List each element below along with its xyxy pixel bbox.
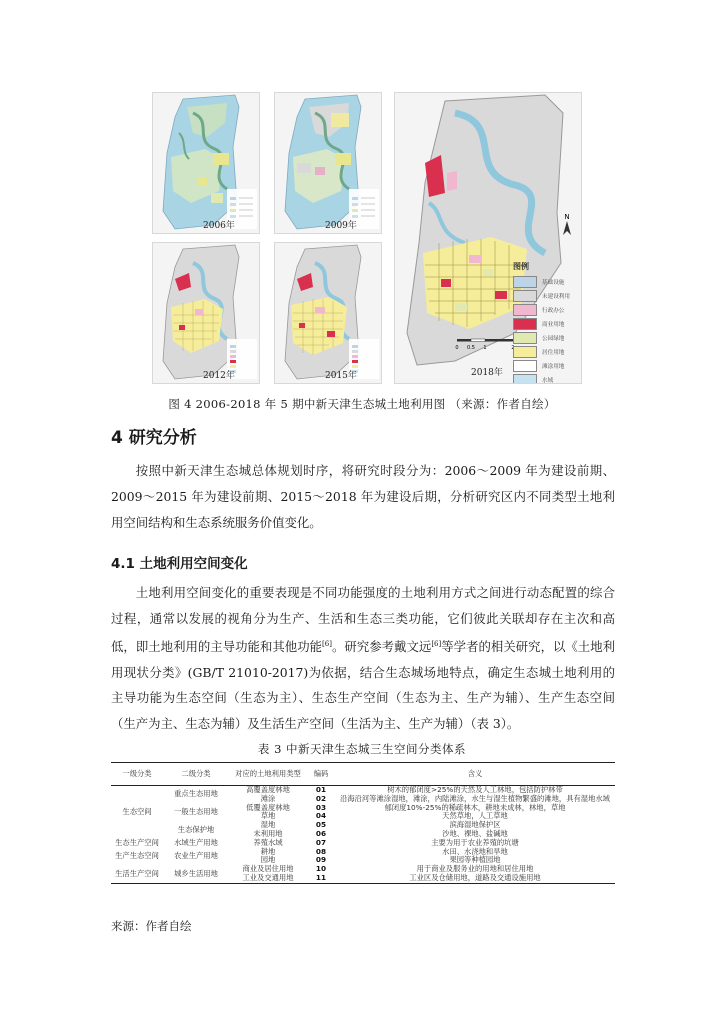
cell-meaning: 郁闭度10%-25%的稀疏林木，耕地未成林，林地，草地 <box>384 802 566 812</box>
cell-meaning: 工业区及仓储用地，道路及交通设施用地 <box>409 872 541 882</box>
cell-code: 02 <box>315 793 327 803</box>
cell-level1: 生态空间 <box>122 806 152 816</box>
map-2015-year-label: 2015年 <box>325 371 357 381</box>
table-body <box>111 786 615 884</box>
map-2015 <box>274 242 382 384</box>
cell-code: 05 <box>315 820 327 830</box>
cell-meaning: 滨海湿地保护区 <box>449 820 501 830</box>
cell-meaning: 沿海沿河等滩涂湿地，滩涂，内陆滩涂，水生与湿生植物繁盛的滩地，具有湿地水域 <box>340 793 610 803</box>
map-2015-graphic <box>275 243 381 383</box>
legend-list <box>513 276 579 384</box>
legend-swatch <box>513 374 537 384</box>
cell-meaning: 果园等种植园地 <box>449 855 501 865</box>
north-label: N <box>564 213 570 221</box>
table-header-row <box>111 763 615 786</box>
cell-level2: 农业生产用地 <box>174 850 218 860</box>
legend-item <box>513 374 579 384</box>
legend-swatch <box>513 318 537 330</box>
cell-landuse-type: 草地 <box>260 811 276 821</box>
cell-meaning: 天然草地，人工草地 <box>442 811 508 821</box>
cell-landuse-type: 未利用地 <box>253 828 283 838</box>
legend-item <box>513 318 579 330</box>
scale-label-2: 1 <box>483 345 487 351</box>
cell-level1: 生产生态空间 <box>115 850 159 860</box>
map-2009-year-label: 2009年 <box>325 221 357 231</box>
cell-code: 04 <box>315 811 327 821</box>
map-2006-graphic <box>153 93 259 233</box>
cell-code: 09 <box>315 855 327 865</box>
para-text-c: 等学者的相关研究，以《土地利用现状分类》(GB/T 21010-2017)为依据，结合生态城场地特点，确定生态城土地利用的主导功能为生态空间（生态为主）、生态生产空间（生态为主、生产为辅）、生产生态空间（生产为主、生态为辅）及生活生产空间（生活为主、生产为辅）（表 3）。 <box>111 638 616 732</box>
classification-table <box>111 762 615 884</box>
para-text-b: 。研究参考戴文远 <box>331 638 432 654</box>
table-row <box>111 848 615 857</box>
map-2018 <box>394 92 582 384</box>
cell-level2: 重点生态用地 <box>174 789 218 799</box>
cell-landuse-type: 商业及居住用地 <box>242 864 294 874</box>
cell-level2: 水域生产用地 <box>174 837 218 847</box>
table-row <box>111 804 615 813</box>
section-paragraph: 按照中新天津生态城总体规划时序，将研究时段分为：2006～2009 年为建设前期、2009～2015 年为建设前期、2015～2018 年为建设后期，分析研究区内不同类型土地利用空间结构和生态系统服务价值变化。 <box>111 463 615 530</box>
legend-item <box>513 360 579 372</box>
scale-label-0: 0 <box>455 345 459 351</box>
cell-level1: 生态生产空间 <box>115 837 159 847</box>
citation-1: [6] <box>322 639 332 648</box>
legend-item <box>513 332 579 344</box>
cell-landuse-type: 高覆盖度林地 <box>246 785 290 794</box>
figure-caption: 图 4 2006-2018 年 5 期中新天津生态城土地利用图 （来源：作者自绘） <box>168 397 556 411</box>
map-2009 <box>274 92 382 234</box>
cell-meaning: 水田、水浇地和旱地 <box>442 846 508 856</box>
para-text-a: 土地利用空间变化的重要表现是不同功能强度的土地利用方式之间进行动态配置的综合过程，通常以发展的视角分为生产、生活和生态三类功能，它们彼此关联却存在主次和高低，即土地利用的主导功能和其他功能 <box>111 585 615 654</box>
subsection-heading: 4.1 土地利用空间变化 <box>111 556 248 572</box>
legend-label: 水域 <box>542 378 554 384</box>
cell-landuse-type: 滩涂 <box>260 793 276 803</box>
legend-item <box>513 304 579 316</box>
cell-level2: 生态保护地 <box>177 824 215 834</box>
cell-code: 07 <box>315 837 327 847</box>
cell-landuse-type: 养殖水域 <box>253 837 283 847</box>
cell-meaning: 主要为用于农业养殖的坑塘 <box>431 837 519 847</box>
map-2018-legend <box>513 261 579 384</box>
header-level2: 二级分类 <box>181 768 211 778</box>
legend-label: 基础设施 <box>542 280 565 286</box>
cell-level2: 一般生态用地 <box>174 806 218 816</box>
figure-4 <box>150 92 580 384</box>
cell-landuse-type: 园地 <box>260 855 276 865</box>
legend-swatch <box>513 290 537 302</box>
header-code: 编码 <box>313 768 329 778</box>
cell-code: 10 <box>315 864 327 874</box>
subsection-paragraph <box>111 580 615 737</box>
legend-swatch <box>513 360 537 372</box>
legend-item <box>513 290 579 302</box>
cell-code: 01 <box>315 785 327 794</box>
source-note: 来源：作者自绘 <box>111 919 192 933</box>
legend-label: 行政办公 <box>542 308 565 314</box>
map-2009-graphic <box>275 93 381 233</box>
legend-swatch <box>513 304 537 316</box>
legend-item <box>513 276 579 288</box>
section-heading: 4 研究分析 <box>111 428 197 448</box>
cell-landuse-type: 工业及交通用地 <box>242 872 294 882</box>
map-2012 <box>152 242 260 384</box>
legend-swatch <box>513 276 537 288</box>
legend-label: 居住用地 <box>542 350 565 356</box>
header-meaning: 含义 <box>467 768 483 778</box>
header-level1: 一级分类 <box>122 768 152 778</box>
legend-swatch <box>513 332 537 344</box>
map-2006 <box>152 92 260 234</box>
table-row <box>111 821 615 830</box>
map-2018-year-label: 2018年 <box>471 368 503 378</box>
cell-code: 03 <box>315 802 327 812</box>
table-row <box>111 839 615 848</box>
legend-label: 商业用地 <box>542 322 565 328</box>
header-landuse-type: 对应的土地利用类型 <box>235 768 301 778</box>
cell-code: 06 <box>315 828 327 838</box>
legend-item <box>513 346 579 358</box>
cell-landuse-type: 耕地 <box>260 846 276 856</box>
map-2006-year-label: 2006年 <box>203 221 235 231</box>
legend-title: 图例 <box>513 261 529 271</box>
cell-meaning: 用于商业及服务业的用地和居住用地 <box>416 864 534 874</box>
legend-label: 滩涂用地 <box>542 364 565 370</box>
cell-level1: 生活生产空间 <box>115 868 159 878</box>
cell-meaning: 树木的郁闭度>25%的天然及人工林地，包括防护林带 <box>387 785 563 794</box>
cell-code: 08 <box>315 846 327 856</box>
map-2012-graphic <box>153 243 259 383</box>
cell-meaning: 沙地、裸地、盐碱地 <box>442 828 508 838</box>
legend-label: 公园绿地 <box>542 336 565 342</box>
legend-label: 未建设利用 <box>542 294 570 300</box>
cell-level2: 城乡生活用地 <box>174 868 218 878</box>
citation-2: [6] <box>431 639 442 648</box>
scale-label-1: 0.5 <box>467 345 475 351</box>
cell-code: 11 <box>315 872 327 882</box>
map-2012-year-label: 2012年 <box>203 371 235 381</box>
cell-landuse-type: 湿地 <box>260 820 276 830</box>
legend-swatch <box>513 346 537 358</box>
table-caption: 表 3 中新天津生态城三生空间分类体系 <box>257 742 467 756</box>
cell-landuse-type: 低覆盖度林地 <box>246 802 290 812</box>
